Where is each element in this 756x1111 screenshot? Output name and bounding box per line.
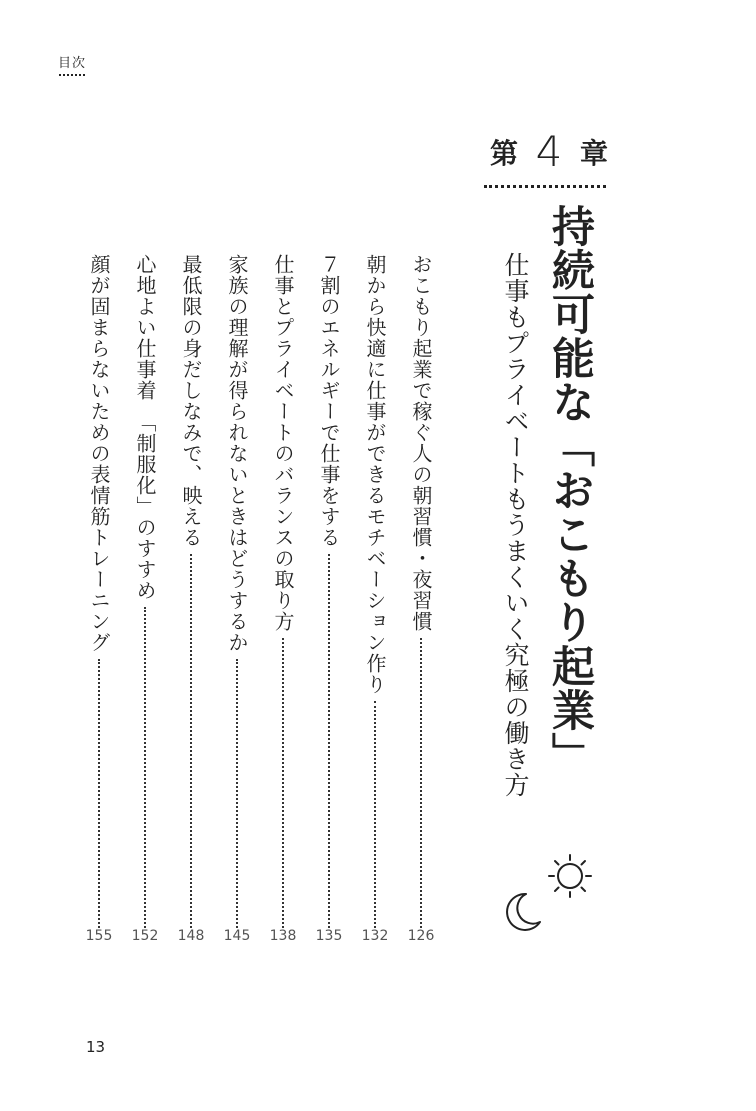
toc-entry-page: 138 <box>269 928 297 944</box>
toc-entry[interactable] <box>314 254 344 930</box>
chapter-label-suffix: 章 <box>579 137 608 170</box>
toc-entry-page: 148 <box>177 928 205 944</box>
toc-leader-dots <box>420 638 422 928</box>
toc-entry-title: 顔が固まらないための表情筋トレーニング <box>87 254 111 653</box>
toc-leader-dots <box>282 638 284 928</box>
chapter-label-prefix: 第 <box>490 137 519 170</box>
toc-entry[interactable] <box>222 254 252 930</box>
toc-entry-page: 135 <box>315 928 343 944</box>
chapter-divider <box>484 185 606 188</box>
sun-moon-decoration <box>500 820 596 932</box>
toc-entry-page: 152 <box>131 928 159 944</box>
chapter-title: 持続可能な「おこもり起業」 <box>545 204 595 776</box>
toc-entry[interactable] <box>360 254 390 930</box>
toc-leader-dots <box>144 607 146 928</box>
page-number: 13 <box>86 1038 106 1056</box>
toc-leader-dots <box>190 554 192 928</box>
chapter-label <box>490 127 608 176</box>
running-head: 目次 <box>58 56 87 71</box>
toc-entry[interactable] <box>406 254 436 930</box>
toc-leader-dots <box>374 701 376 928</box>
chapter-number: 4 <box>535 127 563 176</box>
toc-leader-dots <box>98 659 100 928</box>
toc-entry[interactable] <box>130 254 160 930</box>
toc-entry-title: 家族の理解が得られないときはどうするか <box>225 254 249 653</box>
toc-entry-title: 朝から快適に仕事ができるモチベーション作り <box>363 254 387 695</box>
chapter-subtitle: 仕事もプライベートもうまくいく究極の働き方 <box>501 252 530 798</box>
running-head-divider <box>59 74 85 76</box>
toc-entry-title: 最低限の身だしなみで、映える <box>179 254 203 548</box>
toc-entry-page: 132 <box>361 928 389 944</box>
toc-entry-title: ７割のエネルギーで仕事をする <box>317 254 341 548</box>
toc-entry-page: 155 <box>85 928 113 944</box>
toc-entry-page: 145 <box>223 928 251 944</box>
toc-entry[interactable] <box>268 254 298 930</box>
toc-leader-dots <box>236 659 238 928</box>
crescent-moon-icon <box>500 820 596 932</box>
toc-entry[interactable] <box>176 254 206 930</box>
toc-entry-title: 心地よい仕事着 「制服化」のすすめ <box>133 254 157 601</box>
toc-entry-title: おこもり起業で稼ぐ人の朝習慣・夜習慣 <box>409 254 433 632</box>
toc-entry-title: 仕事とプライベートのバランスの取り方 <box>271 254 295 632</box>
toc-leader-dots <box>328 554 330 928</box>
toc-entry[interactable] <box>84 254 114 930</box>
toc-entry-page: 126 <box>407 928 435 944</box>
